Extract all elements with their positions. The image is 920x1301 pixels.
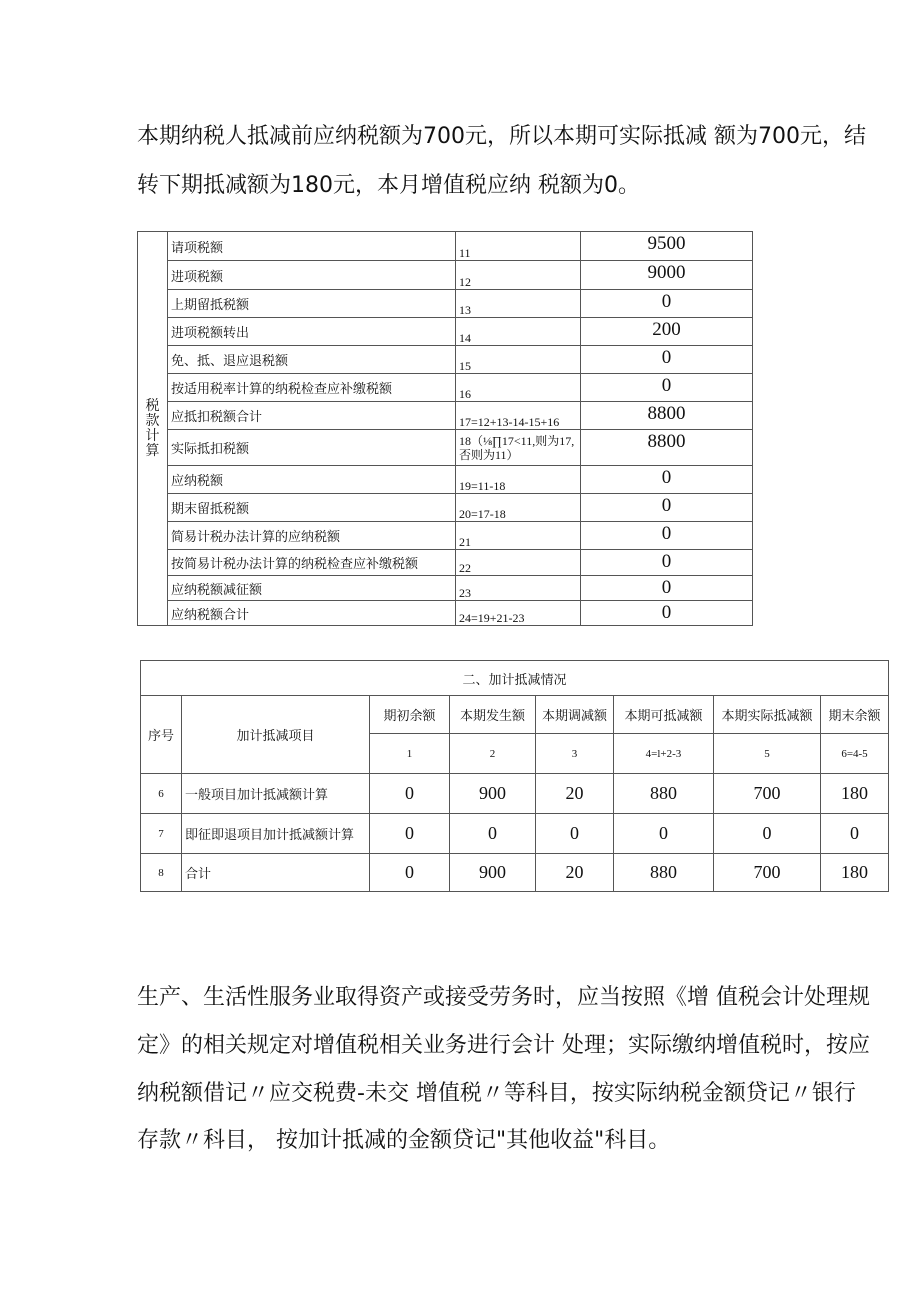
item-name: 简易计税办法计算的应纳税额 [168,522,456,550]
row-value: 0 [614,814,714,854]
item-name: 应纳税额减征额 [168,576,456,601]
item-name: 按简易计税办法计算的纳税检查应补缴税额 [168,550,456,576]
row-seq: 8 [141,854,182,892]
table-row [138,601,753,626]
item-name: 免、抵、退应退税额 [168,346,456,374]
item-name: 实际抵扣税额 [168,430,456,466]
table-row [138,318,753,346]
item-name: 上期留抵税额 [168,290,456,318]
line-code: 18（⅛∏17<11,则为17,否则为11） [456,430,581,466]
intro-line: 转下期抵减额为180元，本月增值税应纳 税额为0。 [137,173,640,198]
section-label: 税款计算 [138,232,168,626]
row-value: 180 [821,774,889,814]
item-name: 应纳税额合计 [168,601,456,626]
amount: 0 [581,576,753,601]
amount: 0 [581,290,753,318]
amount: 0 [581,346,753,374]
additional-deduction-table [140,660,889,892]
table-row [138,374,753,402]
item-name: 按适用税率计算的纳税检查应补缴税额 [168,374,456,402]
row-value: 880 [614,774,714,814]
line-code: 17=12+13-14-15+16 [456,402,581,430]
line-code: 23 [456,576,581,601]
column-code: 2 [450,734,536,774]
row-value: 0 [370,774,450,814]
line-code: 12 [456,261,581,290]
header-seq: 序号 [141,696,182,774]
line-code: 16 [456,374,581,402]
row-value: 20 [536,854,614,892]
column-header: 本期发生额 [450,696,536,734]
row-value: 0 [370,814,450,854]
table-row [138,290,753,318]
row-value: 180 [821,854,889,892]
column-header: 期末余额 [821,696,889,734]
table-row [138,522,753,550]
column-code: 6=4-5 [821,734,889,774]
amount: 0 [581,522,753,550]
amount: 0 [581,550,753,576]
table-row [138,346,753,374]
amount: 0 [581,601,753,626]
amount: 0 [581,494,753,522]
item-name: 应纳税额 [168,466,456,494]
closing-line: 纳税额借记〃应交税费-未交 增值税〃等科目，按实际纳税金额贷记〃银行 [137,1081,856,1106]
row-value: 900 [450,774,536,814]
item-name: 请项税额 [168,232,456,261]
table-row [138,550,753,576]
item-name: 进项税额转出 [168,318,456,346]
amount: 0 [581,374,753,402]
table-title: 二、加计抵减情况 [141,661,889,696]
amount: 8800 [581,430,753,466]
row-value: 0 [370,854,450,892]
table-row [141,774,889,814]
row-value: 900 [450,854,536,892]
amount: 200 [581,318,753,346]
table-row [138,466,753,494]
row-value: 0 [821,814,889,854]
title-row [141,661,889,696]
column-header: 本期调减额 [536,696,614,734]
row-item: 即征即退项目加计抵减额计算 [182,814,370,854]
table-row [141,814,889,854]
intro-line: 本期纳税人抵减前应纳税额为700元，所以本期可实际抵减 额为700元，结 [137,124,866,149]
row-value: 20 [536,774,614,814]
line-code: 22 [456,550,581,576]
table-row [138,494,753,522]
amount: 0 [581,466,753,494]
table-row [141,854,889,892]
table-row [138,261,753,290]
row-value: 0 [714,814,821,854]
table-row [138,576,753,601]
row-seq: 6 [141,774,182,814]
table-row [138,402,753,430]
line-code: 14 [456,318,581,346]
line-code: 13 [456,290,581,318]
row-value: 0 [536,814,614,854]
row-value: 700 [714,854,821,892]
line-code: 20=17-18 [456,494,581,522]
column-header: 本期可抵减额 [614,696,714,734]
row-value: 700 [714,774,821,814]
item-name: 进项税额 [168,261,456,290]
column-header: 本期实际抵减额 [714,696,821,734]
row-seq: 7 [141,814,182,854]
table-row [138,232,753,261]
column-code: 4=l+2-3 [614,734,714,774]
closing-line: 存款〃科目， 按加计抵减的金额贷记"其他收益"科目。 [137,1128,671,1153]
item-name: 期末留抵税额 [168,494,456,522]
item-name: 应抵扣税额合计 [168,402,456,430]
table-row [138,430,753,466]
row-value: 0 [450,814,536,854]
row-item: 合计 [182,854,370,892]
line-code: 19=11-18 [456,466,581,494]
line-code: 21 [456,522,581,550]
column-code: 1 [370,734,450,774]
amount: 9500 [581,232,753,261]
header-item: 加计抵减项目 [182,696,370,774]
column-code: 3 [536,734,614,774]
closing-line: 定》的相关规定对增值税相关业务进行会计 处理；实际缴纳增值税时，按应 [137,1033,870,1058]
line-code: 24=19+21-23 [456,601,581,626]
amount: 9000 [581,261,753,290]
header-row [141,696,889,734]
column-code: 5 [714,734,821,774]
column-header: 期初余额 [370,696,450,734]
tax-calculation-table [137,231,753,626]
row-item: 一般项目加计抵减额计算 [182,774,370,814]
line-code: 15 [456,346,581,374]
amount: 8800 [581,402,753,430]
line-code: 11 [456,232,581,261]
closing-line: 生产、生活性服务业取得资产或接受劳务时，应当按照《增 值税会计处理规 [137,985,870,1010]
row-value: 880 [614,854,714,892]
